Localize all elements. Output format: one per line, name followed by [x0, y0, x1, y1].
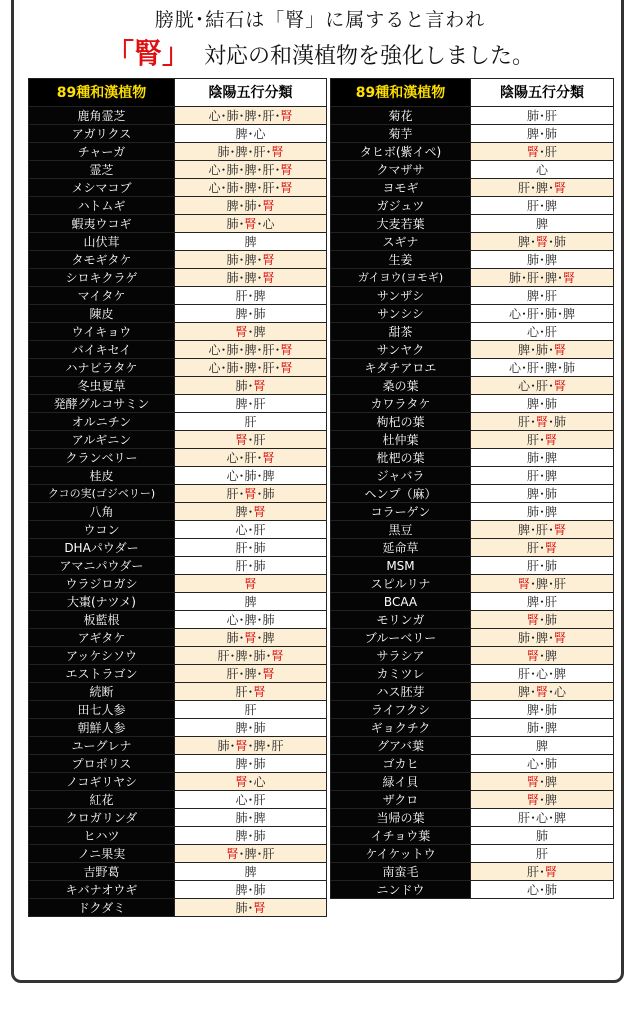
organ-classification: 肺･腎･心 — [175, 215, 327, 233]
organ-classification: 脾 — [175, 863, 327, 881]
table-row — [331, 287, 614, 305]
table-row — [29, 611, 327, 629]
table-row — [331, 305, 614, 323]
plant-name: ノニ果実 — [29, 845, 175, 863]
table-row — [331, 215, 614, 233]
organ-classification: 肝･脾 — [175, 287, 327, 305]
organ-classification: 肝･脾 — [471, 197, 614, 215]
table-row — [29, 251, 327, 269]
plant-name: 枇杷の葉 — [331, 449, 471, 467]
table-row — [29, 287, 327, 305]
organ-classification: 肝･肺 — [175, 557, 327, 575]
organ-classification: 心･肺･脾･肝･腎 — [175, 107, 327, 125]
organ-classification: 腎･脾･肝 — [471, 575, 614, 593]
organ-classification: 肺･腎･脾 — [175, 629, 327, 647]
plant-name: 冬虫夏草 — [29, 377, 175, 395]
table-row — [331, 737, 614, 755]
table-row — [331, 269, 614, 287]
plant-name: タヒボ(紫イペ) — [331, 143, 471, 161]
table-row — [29, 629, 327, 647]
table-row — [29, 791, 327, 809]
plant-name: ザクロ — [331, 791, 471, 809]
organ-classification: 心･肺･脾･肝･腎 — [175, 341, 327, 359]
table-row — [331, 557, 614, 575]
plant-name: オルニチン — [29, 413, 175, 431]
plant-name: アルギニン — [29, 431, 175, 449]
subheadline-text: 対応の和漢植物を強化しました。 — [204, 44, 535, 69]
table-row — [29, 269, 327, 287]
organ-classification: 肝･脾･腎 — [471, 179, 614, 197]
plant-name: 山伏茸 — [29, 233, 175, 251]
organ-classification: 脾･肺･腎 — [471, 341, 614, 359]
plant-name: DHAパウダー — [29, 539, 175, 557]
organ-classification: 肺･脾 — [471, 719, 614, 737]
table-row — [29, 233, 327, 251]
organ-classification: 心･肝･腎 — [175, 449, 327, 467]
organ-classification: 肺･脾 — [471, 251, 614, 269]
column-header-plant: 89種和漢植物 — [29, 79, 175, 107]
plant-name: ウラジロガシ — [29, 575, 175, 593]
organ-classification: 肝･脾･肺･腎 — [175, 647, 327, 665]
plant-name: 発酵グルコサミン — [29, 395, 175, 413]
organ-classification: 心･肺 — [471, 755, 614, 773]
organ-classification: 腎･肝 — [175, 431, 327, 449]
plant-table-left — [28, 78, 327, 917]
table-row — [331, 521, 614, 539]
organ-classification: 心･肝･脾･肺 — [471, 359, 614, 377]
organ-classification: 肺･脾 — [175, 809, 327, 827]
organ-classification: 脾 — [471, 737, 614, 755]
plant-name: イチョウ葉 — [331, 827, 471, 845]
table-row — [331, 701, 614, 719]
table-row — [29, 827, 327, 845]
table-row — [331, 773, 614, 791]
organ-classification: 肺･腎 — [175, 377, 327, 395]
table-row — [29, 107, 327, 125]
plant-name: サラシア — [331, 647, 471, 665]
organ-classification: 腎･心 — [175, 773, 327, 791]
plant-name: アギタケ — [29, 629, 175, 647]
organ-classification: 肝･腎 — [471, 431, 614, 449]
table-row — [29, 539, 327, 557]
organ-classification: 肺･腎 — [175, 899, 327, 917]
plant-name: コラーゲン — [331, 503, 471, 521]
table-row — [331, 503, 614, 521]
organ-classification: 腎･脾 — [471, 773, 614, 791]
organ-classification: 肝･腎･肺 — [175, 485, 327, 503]
table-row — [29, 719, 327, 737]
plant-name: 紅花 — [29, 791, 175, 809]
organ-classification: 腎 — [175, 575, 327, 593]
table-row — [331, 395, 614, 413]
table-row — [331, 629, 614, 647]
organ-classification: 脾･肺 — [471, 125, 614, 143]
table-row — [29, 341, 327, 359]
plant-name: 蝦夷ウコギ — [29, 215, 175, 233]
table-row — [29, 755, 327, 773]
table-row — [331, 431, 614, 449]
organ-classification: 肝･腎･肺 — [471, 413, 614, 431]
column-header-plant: 89種和漢植物 — [331, 79, 471, 107]
plant-name: 枸杞の葉 — [331, 413, 471, 431]
organ-classification: 心･肺･脾･肝･腎 — [175, 161, 327, 179]
table-row — [331, 251, 614, 269]
table-row — [29, 809, 327, 827]
table-row — [331, 809, 614, 827]
organ-classification: 肺･脾･腎 — [175, 269, 327, 287]
plant-name: BCAA — [331, 593, 471, 611]
organ-classification: 肝･肺 — [175, 539, 327, 557]
plant-name: クコの実(ゴジベリー) — [29, 485, 175, 503]
headline: 膀胱･結石は「腎」に属すると言われ — [154, 9, 486, 31]
organ-classification: 肝･腎 — [175, 683, 327, 701]
table-body-right — [331, 107, 614, 899]
organ-classification: 腎･肝 — [471, 143, 614, 161]
table-row — [29, 449, 327, 467]
table-row — [331, 485, 614, 503]
table-row — [331, 179, 614, 197]
plant-name: メシマコブ — [29, 179, 175, 197]
table-row — [331, 125, 614, 143]
organ-classification: 腎･脾 — [471, 791, 614, 809]
table-row — [331, 611, 614, 629]
table-row — [331, 413, 614, 431]
organ-classification: 肝 — [175, 413, 327, 431]
table-row — [29, 593, 327, 611]
plant-name: シロキクラゲ — [29, 269, 175, 287]
table-row — [29, 125, 327, 143]
table-row — [331, 863, 614, 881]
plant-name: ハス胚芽 — [331, 683, 471, 701]
organ-classification: 心･肺 — [471, 881, 614, 899]
organ-classification: 肺･脾･腎 — [471, 629, 614, 647]
plant-name: ハトムギ — [29, 197, 175, 215]
plant-name: ガイヨウ(ヨモギ) — [331, 269, 471, 287]
table-row — [331, 575, 614, 593]
table-row — [331, 665, 614, 683]
table-row — [331, 377, 614, 395]
table-row — [29, 647, 327, 665]
table-row — [29, 305, 327, 323]
organ-classification: 脾･肺 — [175, 755, 327, 773]
plant-name: ヒハツ — [29, 827, 175, 845]
table-row — [29, 521, 327, 539]
plant-name: 続断 — [29, 683, 175, 701]
plant-name: ハナビラタケ — [29, 359, 175, 377]
organ-classification: 脾･肺 — [175, 881, 327, 899]
organ-classification: 肺･腎･脾･肝 — [175, 737, 327, 755]
table-row — [29, 485, 327, 503]
plant-name: 吉野葛 — [29, 863, 175, 881]
plant-name: 朝鮮人参 — [29, 719, 175, 737]
plant-name: ノコギリヤシ — [29, 773, 175, 791]
table-row — [331, 683, 614, 701]
table-row — [331, 359, 614, 377]
organ-classification: 肝･腎 — [471, 863, 614, 881]
table-row — [29, 359, 327, 377]
plant-name: MSM — [331, 557, 471, 575]
plant-name: プロポリス — [29, 755, 175, 773]
organ-classification: 肺･脾･腎 — [175, 251, 327, 269]
organ-classification: 肝 — [175, 701, 327, 719]
plant-name: ヘンプ（麻） — [331, 485, 471, 503]
organ-classification: 肝･脾･腎 — [175, 665, 327, 683]
table-row — [29, 899, 327, 917]
plant-name: ニンドウ — [331, 881, 471, 899]
plant-name: キバナオウギ — [29, 881, 175, 899]
organ-classification: 腎･脾 — [471, 647, 614, 665]
table-row — [29, 845, 327, 863]
organ-classification: 脾･肝 — [471, 287, 614, 305]
plant-name: カワラタケ — [331, 395, 471, 413]
plant-name: 桑の葉 — [331, 377, 471, 395]
organ-classification: 肝･脾 — [471, 467, 614, 485]
plant-name: クランベリー — [29, 449, 175, 467]
table-row — [29, 179, 327, 197]
table-row — [331, 161, 614, 179]
table-row — [29, 143, 327, 161]
organ-classification: 脾･肺 — [471, 701, 614, 719]
organ-classification: 脾 — [175, 593, 327, 611]
table-row — [331, 107, 614, 125]
plant-name: ユーグレナ — [29, 737, 175, 755]
organ-classification: 脾･肺 — [175, 719, 327, 737]
plant-name: ガジュツ — [331, 197, 471, 215]
organ-classification: 脾･腎 — [175, 503, 327, 521]
table-row — [331, 323, 614, 341]
table-row — [331, 827, 614, 845]
plant-name: 延命草 — [331, 539, 471, 557]
table-row — [331, 593, 614, 611]
plant-name: ケイケットウ — [331, 845, 471, 863]
table-row — [29, 575, 327, 593]
table-row — [29, 503, 327, 521]
table-row — [29, 557, 327, 575]
plant-name: 桂皮 — [29, 467, 175, 485]
plant-name: モリンガ — [331, 611, 471, 629]
table-row — [29, 431, 327, 449]
organ-classification: 脾･腎･肺 — [471, 233, 614, 251]
plant-name: ヨモギ — [331, 179, 471, 197]
plant-name: ウコン — [29, 521, 175, 539]
organ-classification: 肝･腎 — [471, 539, 614, 557]
column-header-classification: 陰陽五行分類 — [175, 79, 327, 107]
organ-classification: 肝･肺 — [471, 557, 614, 575]
plant-name: 緑イ貝 — [331, 773, 471, 791]
organ-classification: 肝･心･脾 — [471, 809, 614, 827]
plant-name: サンヤク — [331, 341, 471, 359]
plant-name: エストラゴン — [29, 665, 175, 683]
plant-name: ドクダミ — [29, 899, 175, 917]
table-row — [29, 215, 327, 233]
table-row — [331, 719, 614, 737]
organ-classification: 脾 — [175, 233, 327, 251]
table-row — [29, 737, 327, 755]
subheadline — [0, 32, 640, 72]
plant-name: サンシシ — [331, 305, 471, 323]
table-row — [331, 539, 614, 557]
organ-classification: 脾･肺 — [175, 827, 327, 845]
table-row — [29, 161, 327, 179]
organ-classification: 脾･肺 — [175, 305, 327, 323]
table-row — [29, 197, 327, 215]
organ-classification: 脾 — [471, 215, 614, 233]
plant-name: 霊芝 — [29, 161, 175, 179]
table-row — [331, 143, 614, 161]
organ-classification: 脾･肺 — [471, 395, 614, 413]
table-row — [331, 647, 614, 665]
plant-name: 杜仲葉 — [331, 431, 471, 449]
plant-name: 菊花 — [331, 107, 471, 125]
organ-classification: 肝･心･脾 — [471, 665, 614, 683]
organ-classification: 肺･肝･脾･腎 — [471, 269, 614, 287]
organ-classification: 肝 — [471, 845, 614, 863]
plant-name: ライフクシ — [331, 701, 471, 719]
organ-classification: 心･肺･脾･肝･腎 — [175, 179, 327, 197]
plant-name: タモギタケ — [29, 251, 175, 269]
table-row — [331, 755, 614, 773]
organ-classification: 心･肺･脾 — [175, 467, 327, 485]
plant-name: 鹿角霊芝 — [29, 107, 175, 125]
organ-classification: 肺 — [471, 827, 614, 845]
table-row — [331, 341, 614, 359]
table-row — [29, 665, 327, 683]
organ-classification: 脾･肝･腎 — [471, 521, 614, 539]
organ-classification: 心･肺･脾･肝･腎 — [175, 359, 327, 377]
table-row — [29, 701, 327, 719]
table-body-left — [29, 107, 327, 917]
table-row — [29, 413, 327, 431]
organ-classification: 心･肝 — [471, 323, 614, 341]
plant-name: クマザサ — [331, 161, 471, 179]
plant-name: 田七人参 — [29, 701, 175, 719]
organ-classification: 脾･肝 — [471, 593, 614, 611]
plant-name: マイタケ — [29, 287, 175, 305]
plant-name: バイキセイ — [29, 341, 175, 359]
organ-classification: 肺･肝 — [471, 107, 614, 125]
table-row — [29, 881, 327, 899]
organ-classification: 脾･心 — [175, 125, 327, 143]
plant-name: 板藍根 — [29, 611, 175, 629]
plant-name: キダチアロエ — [331, 359, 471, 377]
organ-classification: 肺･脾 — [471, 449, 614, 467]
organ-classification: 心･肝 — [175, 521, 327, 539]
organ-classification: 腎･脾･肝 — [175, 845, 327, 863]
table-row — [29, 323, 327, 341]
plant-name: ゴカヒ — [331, 755, 471, 773]
organ-classification: 肺･脾 — [471, 503, 614, 521]
organ-classification: 脾･肺･腎 — [175, 197, 327, 215]
kidney-emphasis: 「腎」 — [105, 37, 190, 70]
plant-name: 甜茶 — [331, 323, 471, 341]
organ-classification: 脾･腎･心 — [471, 683, 614, 701]
table-row — [331, 791, 614, 809]
table-row — [331, 845, 614, 863]
organ-classification: 心･肝･腎 — [471, 377, 614, 395]
plant-name: 黒豆 — [331, 521, 471, 539]
plant-name: 陳皮 — [29, 305, 175, 323]
plant-name: 南蛮毛 — [331, 863, 471, 881]
organ-classification: 腎･肺 — [471, 611, 614, 629]
plant-name: スピルリナ — [331, 575, 471, 593]
plant-name: グアバ葉 — [331, 737, 471, 755]
plant-name: カミツレ — [331, 665, 471, 683]
plant-name: アガリクス — [29, 125, 175, 143]
column-header-classification: 陰陽五行分類 — [471, 79, 614, 107]
table-row — [331, 233, 614, 251]
plant-name: ウイキョウ — [29, 323, 175, 341]
organ-classification: 肺･脾･肝･腎 — [175, 143, 327, 161]
organ-classification: 心･脾･肺 — [175, 611, 327, 629]
plant-name: 大麦若葉 — [331, 215, 471, 233]
plant-name: サンザシ — [331, 287, 471, 305]
table-row — [29, 773, 327, 791]
organ-classification: 心･肝･肺･脾 — [471, 305, 614, 323]
plant-table-right — [330, 78, 614, 899]
table-row — [29, 377, 327, 395]
table-row — [331, 197, 614, 215]
plant-name: 当帰の葉 — [331, 809, 471, 827]
table-row — [331, 449, 614, 467]
plant-name: 大棗(ナツメ) — [29, 593, 175, 611]
plant-name: ギョクチク — [331, 719, 471, 737]
organ-classification: 脾･肺 — [471, 485, 614, 503]
organ-classification: 腎･脾 — [175, 323, 327, 341]
table-row — [29, 683, 327, 701]
plant-name: アマニパウダー — [29, 557, 175, 575]
table-row — [29, 467, 327, 485]
organ-classification: 脾･肝 — [175, 395, 327, 413]
plant-name: 生姜 — [331, 251, 471, 269]
table-row — [29, 863, 327, 881]
plant-name: ブルーベリー — [331, 629, 471, 647]
plant-name: スギナ — [331, 233, 471, 251]
plant-name: ジャバラ — [331, 467, 471, 485]
organ-classification: 心 — [471, 161, 614, 179]
plant-name: クロガリンダ — [29, 809, 175, 827]
plant-name: 菊芋 — [331, 125, 471, 143]
organ-classification: 心･肝 — [175, 791, 327, 809]
plant-name: アッケシソウ — [29, 647, 175, 665]
table-row — [331, 881, 614, 899]
table-row — [331, 467, 614, 485]
table-row — [29, 395, 327, 413]
plant-name: チャーガ — [29, 143, 175, 161]
plant-name: 八角 — [29, 503, 175, 521]
